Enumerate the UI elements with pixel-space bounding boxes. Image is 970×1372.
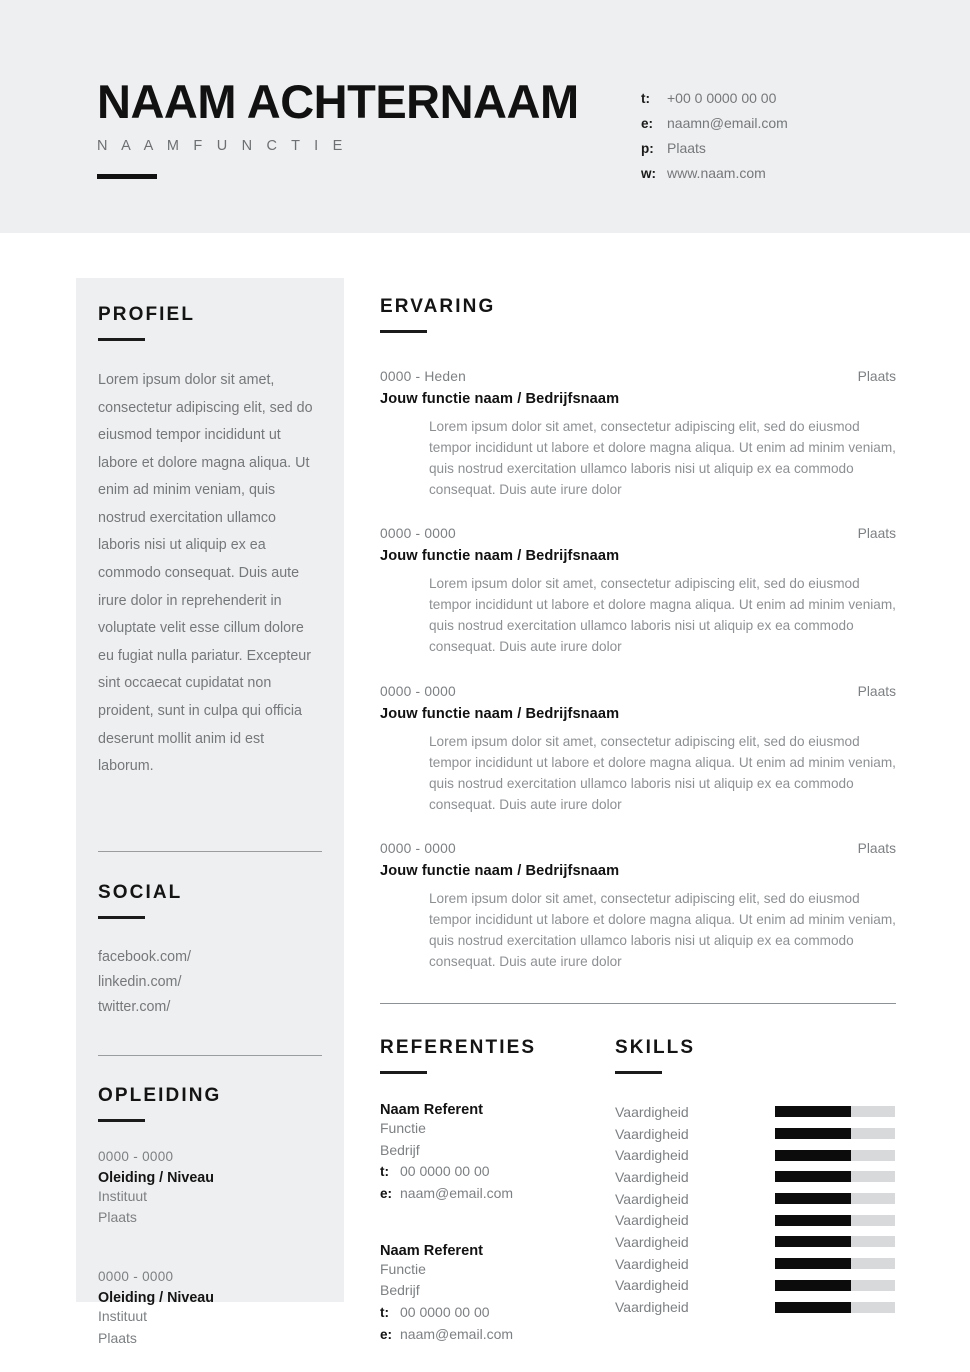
sidebar (76, 278, 344, 1346)
ervaring-heading: ERVARING (380, 296, 496, 317)
experience-description: Lorem ipsum dolor sit amet, consectetur adipiscing elit, sed do eiusmod tempor incididunt ut labore et dolore magna aliqua. Ut enim ad minim veniam, quis nostrud exercitation ullamco laboris nisi ut aliquip ex ea commodo consequat. Duis aute irure dolor (429, 419, 896, 498)
skill-label: Vaardigheid (615, 1233, 689, 1250)
experience-date: 0000 - 0000 (380, 526, 456, 542)
reference-email-label: e: (380, 1185, 393, 1201)
education-institute: Instituut (98, 1308, 148, 1325)
skill-label: Vaardigheid (615, 1147, 689, 1164)
experience-description: Lorem ipsum dolor sit amet, consectetur adipiscing elit, sed do eiusmod tempor incididunt ut labore et dolore magna aliqua. Ut enim ad minim veniam, quis nostrud exercitation ullamco laboris nisi ut aliquip ex ea commodo consequat. Duis aute irure dolor (429, 576, 896, 655)
education-item (98, 1269, 322, 1349)
section-social (98, 882, 322, 1020)
contact-website (641, 165, 788, 181)
reference-email-label: e: (380, 1326, 393, 1342)
place-label: p: (641, 141, 654, 156)
reference-phone-label: t: (380, 1164, 389, 1180)
skill-bar-track (775, 1150, 895, 1161)
experience-place: Plaats (857, 369, 896, 384)
main-divider (380, 1003, 896, 1004)
contact-email (641, 115, 788, 131)
skill-row (615, 1123, 896, 1145)
experience-date: 0000 - 0000 (380, 683, 456, 699)
education-years: 0000 - 0000 (98, 1269, 174, 1285)
main-column (380, 296, 896, 1345)
reference-email (380, 1324, 615, 1346)
experience-meta (380, 684, 896, 699)
contact-place (641, 140, 788, 156)
section-profiel (98, 304, 322, 781)
experience-role: Jouw functie naam / Bedrijfsnaam (380, 705, 620, 722)
skill-bar-track (775, 1215, 895, 1226)
sidebar-divider-1 (98, 851, 322, 852)
skill-row (615, 1231, 896, 1253)
experience-item (380, 841, 896, 972)
skill-bar-fill (775, 1128, 851, 1139)
ervaring-heading-rule (380, 330, 427, 333)
skill-label: Vaardigheid (615, 1103, 689, 1120)
social-links (98, 945, 322, 1020)
skill-row (615, 1275, 896, 1297)
reference-phone-label: t: (380, 1304, 389, 1320)
skill-bar-track (775, 1280, 895, 1291)
social-link-linkedin[interactable]: linkedin.com/ (98, 973, 182, 990)
skills-heading: SKILLS (615, 1037, 696, 1058)
skill-bar-track (775, 1106, 895, 1117)
section-ervaring (380, 296, 896, 972)
experience-item (380, 684, 896, 815)
reference-name: Naam Referent (380, 1242, 484, 1259)
profiel-heading: PROFIEL (98, 304, 196, 325)
skill-row (615, 1144, 896, 1166)
profiel-body: Lorem ipsum dolor sit amet, consectetur adipiscing elit, sed do eiusmod tempor incididunt ut labore et dolore magna aliqua. Ut enim ad minim veniam, quis nostrud exercitation ullamco laboris nisi ut aliquip ex ea commodo consequat. Duis aute irure dolor in reprehenderit in voluptate velit esse cillum dolore eu fugiat nulla pariatur. Excepteur sint occaecat cupidatat non proident, sunt in culpa qui officia deserunt mollit anim id est laborum. (98, 372, 313, 775)
job-title: N A A M F U N C T I E (97, 137, 348, 154)
place-value: Plaats (667, 140, 706, 156)
reference-phone-value: 00 0000 00 00 (400, 1303, 490, 1320)
skill-row (615, 1296, 896, 1318)
skill-bar-track (775, 1128, 895, 1139)
skill-bar-fill (775, 1106, 851, 1117)
reference-phone (380, 1161, 615, 1183)
reference-functie: Functie (380, 1260, 426, 1277)
skill-bar-track (775, 1171, 895, 1182)
experience-place: Plaats (857, 840, 896, 856)
social-heading: SOCIAL (98, 881, 183, 903)
experience-role: Jouw functie naam / Bedrijfsnaam (380, 862, 620, 879)
phone-label: t: (641, 91, 650, 106)
skill-bar-fill (775, 1280, 851, 1291)
experience-item (380, 526, 896, 657)
reference-phone (380, 1302, 615, 1324)
page-title: NAAM ACHTERNAAM (97, 75, 579, 128)
reference-item (380, 1243, 615, 1346)
reference-email (380, 1183, 615, 1205)
experience-item (380, 369, 896, 500)
reference-functie: Functie (380, 1120, 426, 1136)
reference-bedrijf: Bedrijf (380, 1282, 420, 1299)
education-name: Oleiding / Niveau (98, 1290, 214, 1307)
social-link-twitter[interactable]: twitter.com/ (98, 998, 171, 1015)
experience-description: Lorem ipsum dolor sit amet, consectetur adipiscing elit, sed do eiusmod tempor incididunt ut labore et dolore magna aliqua. Ut enim ad minim veniam, quis nostrud exercitation ullamco laboris nisi ut aliquip ex ea commodo consequat. Duis aute irure dolor (429, 890, 896, 969)
skill-label: Vaardigheid (615, 1277, 689, 1294)
skill-bar-fill (775, 1215, 851, 1226)
opleiding-heading-rule (98, 1119, 145, 1122)
phone-value: +00 0 0000 00 00 (667, 90, 777, 106)
header-identity (97, 75, 637, 179)
social-heading-rule (98, 916, 145, 919)
experience-date: 0000 - 0000 (380, 840, 456, 856)
bottom-sections (380, 1037, 896, 1345)
education-name: Oleiding / Niveau (98, 1169, 214, 1186)
header-band (0, 0, 970, 233)
education-institute: Instituut (98, 1187, 148, 1204)
sidebar-divider-2 (98, 1055, 322, 1056)
skill-label: Vaardigheid (615, 1125, 689, 1142)
skill-row (615, 1209, 896, 1231)
skill-label: Vaardigheid (615, 1190, 689, 1207)
education-item (98, 1149, 322, 1229)
experience-description: Lorem ipsum dolor sit amet, consectetur adipiscing elit, sed do eiusmod tempor incididunt ut labore et dolore magna aliqua. Ut enim ad minim veniam, quis nostrud exercitation ullamco laboris nisi ut aliquip ex ea commodo consequat. Duis aute irure dolor (429, 733, 896, 812)
skills-heading-rule (615, 1071, 662, 1074)
website-value: www.naam.com (667, 165, 766, 181)
experience-meta (380, 841, 896, 856)
section-referenties (380, 1037, 615, 1345)
skill-bar-fill (775, 1258, 851, 1269)
reference-item (380, 1102, 615, 1205)
experience-role: Jouw functie naam / Bedrijfsnaam (380, 548, 620, 565)
skill-row (615, 1253, 896, 1275)
website-label: w: (641, 166, 656, 181)
skill-row (615, 1166, 896, 1188)
social-link-facebook[interactable]: facebook.com/ (98, 948, 191, 965)
education-place: Plaats (98, 1209, 137, 1226)
contact-list (641, 90, 788, 190)
experience-place: Plaats (857, 683, 896, 699)
header-accent-bar (97, 174, 157, 179)
skill-bar-fill (775, 1302, 851, 1313)
reference-bedrijf: Bedrijf (380, 1141, 420, 1158)
section-skills (615, 1037, 896, 1345)
skill-label: Vaardigheid (615, 1168, 689, 1185)
experience-meta (380, 369, 896, 384)
skill-row (615, 1101, 896, 1123)
skill-bar-fill (775, 1193, 851, 1204)
skill-bar-fill (775, 1150, 851, 1161)
experience-role: Jouw functie naam / Bedrijfsnaam (380, 391, 620, 407)
experience-place: Plaats (857, 526, 896, 542)
skill-label: Vaardigheid (615, 1299, 689, 1316)
education-years: 0000 - 0000 (98, 1148, 174, 1164)
reference-email-value: naam@email.com (400, 1325, 514, 1342)
header-content (97, 75, 907, 190)
skill-label: Vaardigheid (615, 1212, 689, 1229)
skill-bar-fill (775, 1236, 851, 1247)
reference-name: Naam Referent (380, 1102, 484, 1118)
email-value: naamn@email.com (667, 115, 788, 131)
referenties-heading: REFERENTIES (380, 1037, 537, 1058)
skill-bar-track (775, 1302, 895, 1313)
education-place: Plaats (98, 1329, 137, 1346)
opleiding-heading: OPLEIDING (98, 1084, 222, 1106)
skill-bar-track (775, 1258, 895, 1269)
email-label: e: (641, 116, 654, 131)
skill-bar-track (775, 1193, 895, 1204)
skill-bar-track (775, 1236, 895, 1247)
experience-list (380, 369, 896, 972)
skill-label: Vaardigheid (615, 1255, 689, 1272)
experience-meta (380, 526, 896, 541)
reference-phone-value: 00 0000 00 00 (400, 1163, 490, 1180)
contact-phone (641, 90, 788, 106)
referenties-heading-rule (380, 1071, 427, 1074)
profiel-heading-rule (98, 338, 145, 341)
reference-email-value: naam@email.com (400, 1184, 514, 1201)
skills-list (615, 1101, 896, 1318)
experience-date: 0000 - Heden (380, 369, 467, 384)
skill-bar-fill (775, 1171, 851, 1182)
section-opleiding (98, 1085, 322, 1350)
skill-row (615, 1188, 896, 1210)
